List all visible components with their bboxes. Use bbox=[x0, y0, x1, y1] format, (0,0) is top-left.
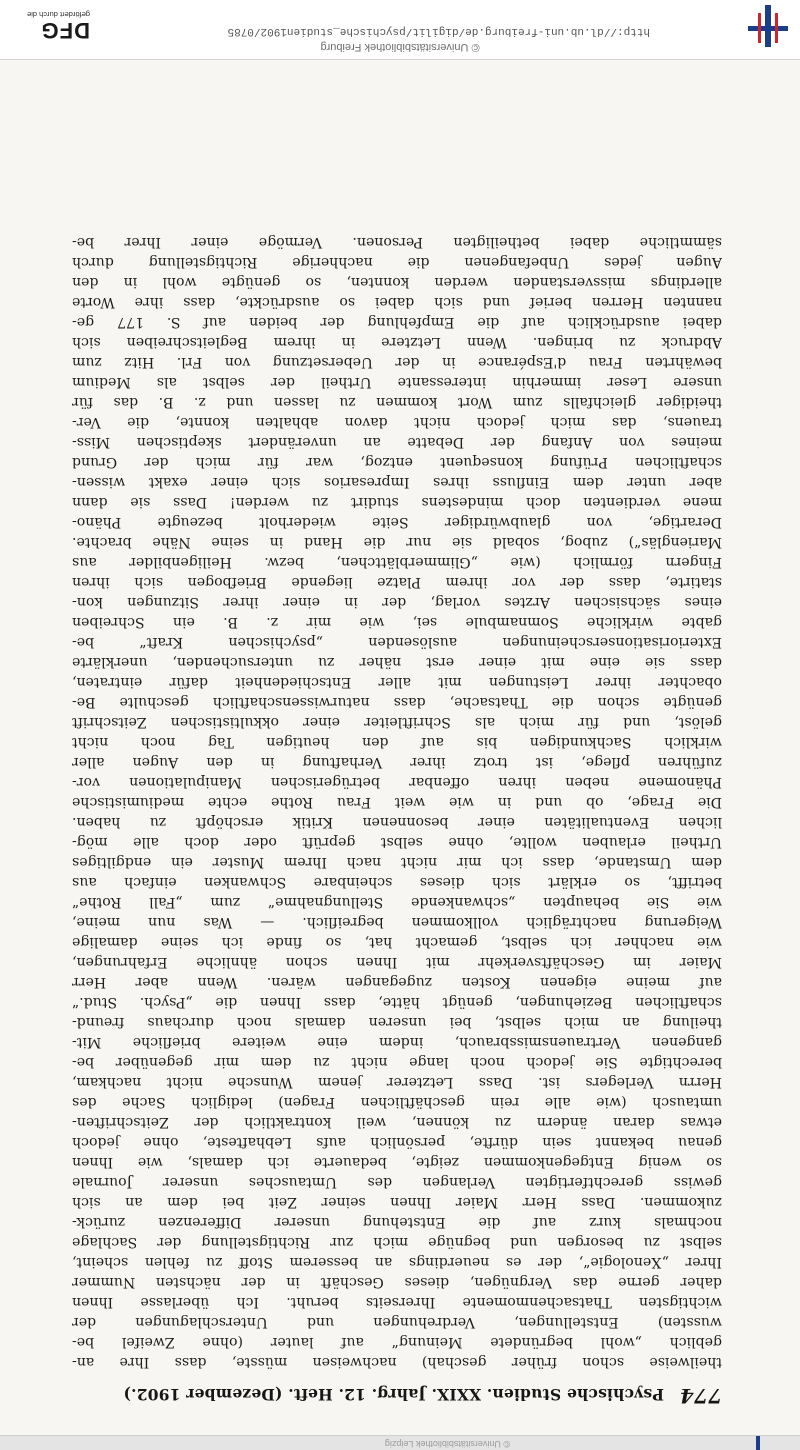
text-line: Ihrer „Xenologie“, der es neuerdings an besserem Stoff zu fehlen scheint, bbox=[72, 1254, 722, 1270]
text-line: etwas daran ändern zu können, weil kontraktlich der Zeitschriften- bbox=[72, 1114, 722, 1130]
text-line: Augen jedes Unbefangenen die nachherige Richtigstellung durch bbox=[72, 254, 722, 270]
dfg-logo bbox=[10, 7, 90, 41]
document-url[interactable]: http://dl.ub.uni-freiburg.de/digilit/psychische_studien1902/0785 bbox=[227, 25, 650, 37]
text-line: wie nachher ich selbst, gemacht hat, so finde ich seine damalige bbox=[72, 934, 722, 950]
copyright-notice: © Universitätsbibliothek Freiburg bbox=[320, 41, 480, 53]
text-line: zuführen pflege, ist trotz ihrer Verhaftung in den Augen aller bbox=[72, 754, 722, 770]
text-line: so wenig Entgegenkommen zeigte, bedauerte ich damals, wie Ihnen bbox=[72, 1154, 722, 1170]
text-line: selbst zu besorgen und begnüge mich zur Richtigstellung der Sachlage bbox=[72, 1234, 722, 1250]
text-line: genau bekannt sein dürfte, persönlich aufs Lebhafteste, ohne jedoch bbox=[72, 1134, 722, 1150]
text-line: sämmtliche dabei betheiligten Personen. Vermöge einer Ihrer be- bbox=[72, 234, 722, 250]
text-line: gabte wirkliche Somnambule sei, wie mir z. B. ein Schreiben bbox=[72, 614, 722, 630]
text-line: mene verdienten doch mindestens studirt zu werden! Dass sie dann bbox=[72, 494, 722, 510]
text-line: wirklich Sachkundigen bis auf den heutigen Tag noch nicht bbox=[72, 734, 722, 750]
text-line: Die Frage, ob und in wie weit Frau Rothe echte mediumistische bbox=[72, 794, 722, 810]
text-line: statirte, dass der vor ihrem Platze liegende Briefbogen sich ihren bbox=[72, 574, 722, 590]
text-line: Mariengläs“) zubog, sobald sie nur die Hand in seine Nähe brachte. bbox=[72, 534, 722, 550]
text-line: schaftlichen Beziehungen, genügt hätte, dass Ihnen die „Psych. Stud.“ bbox=[72, 994, 722, 1010]
text-line: wie Sie behaupten „schwankende Stellungnahme“ zum „Fall Rothe“ bbox=[72, 894, 722, 910]
text-line: Exteriorisationserscheinungen auslösenden „psychischen Kraft“ be- bbox=[72, 634, 722, 650]
text-line: eines sächsischen Arztes vorlag, der in einer ihrer Sitzungen kon- bbox=[72, 594, 722, 610]
footer bbox=[0, 0, 800, 60]
text-line: lichen Eventualitäten einer besonnenen Kritik erschöpft zu haben. bbox=[72, 814, 722, 830]
text-line: auf meine eigenen Kosten zugegangen wären. Wenn aber Herr bbox=[72, 974, 722, 990]
text-line: theidiger gleichfalls zum Wort kommen zu lassen und z. B. das für bbox=[72, 394, 722, 410]
text-line: betrifft, so erklärt sich dieses scheinbare Schwanken einfach aus bbox=[72, 874, 722, 890]
text-line: wussten) Entstellungen, Verdrehungen und Unterschlagungen der bbox=[72, 1314, 722, 1330]
text-line: theilung an mich selbst, bei unseren damals noch durchaus freund- bbox=[72, 1014, 722, 1030]
blue-mark-icon bbox=[756, 1436, 760, 1450]
text-line: bewährten Frau d'Espérance in der Uebersetzung von Frl. Hitz zum bbox=[72, 354, 722, 370]
text-line: Weigerung nachträglich vollkommen begreiflich. — Was nun meine, bbox=[72, 914, 722, 930]
text-line: Derartige, von glaubwürdiger Seite wiederholt bezeugte Phäno- bbox=[72, 514, 722, 530]
text-line: wichtigsten Thatsachenmomente Ihrerseits beruht. Ich überlasse Ihnen bbox=[72, 1294, 722, 1310]
text-line: Herrn Verlegers ist. Dass Letzterer jenem Wunsche nicht nachkam, bbox=[72, 1074, 722, 1090]
text-line: trauens, das mich jedoch nicht davon abhalten konnte, die Ver- bbox=[72, 414, 722, 430]
text-line: Urtheil erlauben wollte, ohne selbst geprüft oder doch alle mög- bbox=[72, 834, 722, 850]
text-line: gangenen Vertrauensmissbrauch, indem eine weitere briefliche Mit- bbox=[72, 1034, 722, 1050]
text-line: dass sie eine mit einer erst näher zu untersuchenden, unerklärte bbox=[72, 654, 722, 670]
running-head bbox=[70, 1384, 722, 1408]
page-number: 774 bbox=[679, 1384, 722, 1408]
text-line: unsere Leser immerhin interessante Urtheil der selbst als Medium bbox=[72, 374, 722, 390]
journal-title: Psychische Studien. XXIX. Jahrg. 12. Heft. (Dezember 1902.) bbox=[123, 1385, 665, 1404]
text-line: berechtigte Sie jedoch noch lange nicht zu dem mir gegenüber be- bbox=[72, 1054, 722, 1070]
text-line: daher gerne das Vergnügen, dieses Geschäft in der nächsten Nummer bbox=[72, 1274, 722, 1290]
text-line: gewiss gerechtfertigten Verlangen des Umtausches unserer Journale bbox=[72, 1174, 722, 1190]
text-line: theilweise schon früher geschah) nachweisen müsste, dass Ihre an- bbox=[72, 1354, 722, 1370]
text-line: genügte schon die Thatsache, dass naturwissenschaftlich geschulte Be- bbox=[72, 694, 722, 710]
text-line: Phänomene neben ihren offenbar betrügerischen Manipulationen vor- bbox=[72, 774, 722, 790]
text-line: dabei ausdrücklich auf die Empfehlung der beiden auf S. 177 ge- bbox=[72, 314, 722, 330]
text-line: aber unter dem Einfluss ihres Impresarios sich einer exakt wissen- bbox=[72, 474, 722, 490]
text-line: obachter ihrer Leistungen mit aller Entschiedenheit dafür eintraten, bbox=[72, 674, 722, 690]
text-line: nannten Herren berief und sich dabei so ausdrückte, dass ihre Worte bbox=[72, 294, 722, 310]
text-line: zukommen. Dass Herr Maier Ihnen seiner Zeit bei dem an sich bbox=[72, 1194, 722, 1210]
top-strip bbox=[0, 1435, 800, 1450]
dfg-logo-text: DFG bbox=[40, 18, 90, 43]
text-line: Maier im Geschäftsverkehr mit Ihnen schon ähnliche Erfahrungen, bbox=[72, 954, 722, 970]
text-line: geblich „wohl begründete Meinung“ auf lauter (ohne Zweifel be- bbox=[72, 1334, 722, 1350]
text-line: gelöst, und für mich als Schriftleiter einer okkultistischen Zeitschrift bbox=[72, 714, 722, 730]
top-strip-text: © Universitätsbibliothek Leipzig bbox=[384, 1439, 510, 1449]
body-text bbox=[72, 232, 722, 1372]
text-line: schaftlichen Prüfung konsequent entzog, war für mich der Grund bbox=[72, 454, 722, 470]
text-line: nochmals kurz auf die Entstehung unserer Differenzen zurück- bbox=[72, 1214, 722, 1230]
university-logo-icon bbox=[748, 5, 788, 47]
text-line: Fingern förmlich (wie „Glimmerblättchen, bezw. Heiligenbilder aus bbox=[72, 554, 722, 570]
text-line: allerdings missverstanden werden konnten, so genügte wohl in den bbox=[72, 274, 722, 290]
text-line: dem Umstande, dass ich mir nicht nach Ihrem Muster ein endgiltiges bbox=[72, 854, 722, 870]
text-line: Abdruck zu bringen. Wenn Letztere in ihrem Begleitschreiben sich bbox=[72, 334, 722, 350]
text-line: umtausch (wie alle rein geschäftlichen Fragen) lediglich Sache des bbox=[72, 1094, 722, 1110]
dfg-tagline: gefördert durch die bbox=[27, 10, 90, 19]
text-line: meines von Anfang der Debatte an unverändert skeptischen Miss- bbox=[72, 434, 722, 450]
